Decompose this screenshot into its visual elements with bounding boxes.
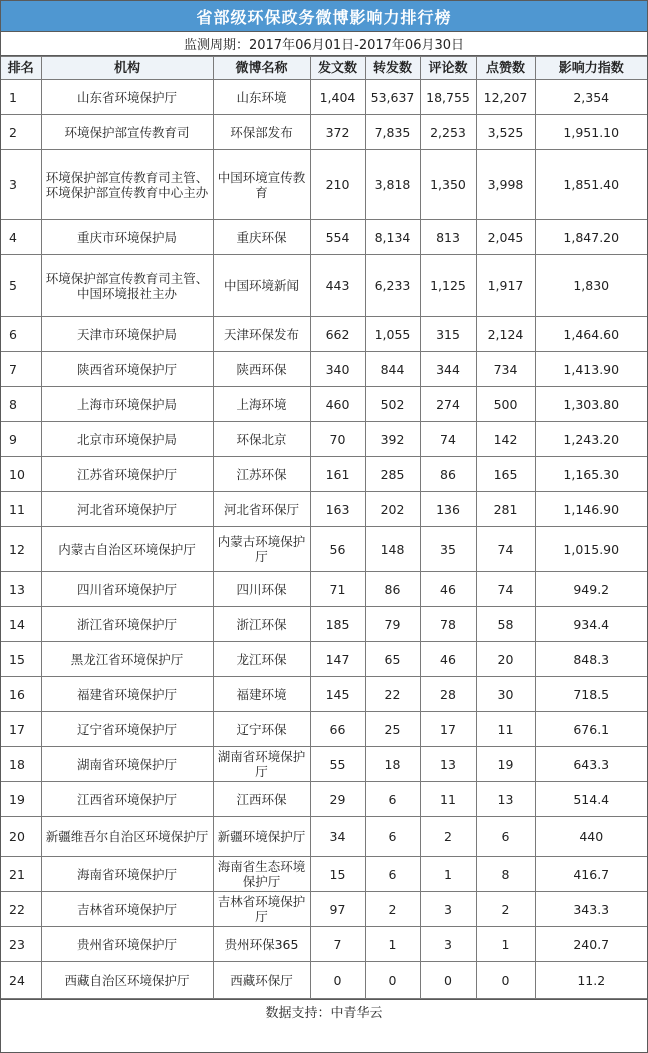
cell-posts: 15: [310, 857, 365, 892]
cell-index: 643.3: [535, 747, 647, 782]
cell-org: 四川省环境保护厅: [41, 572, 213, 607]
table-row: [1, 255, 647, 317]
cell-likes: 6: [476, 817, 535, 857]
cell-likes: 3,998: [476, 150, 535, 220]
cell-weibo: 江西环保: [213, 782, 310, 817]
table-row: [1, 642, 647, 677]
cell-org: 天津市环境保护局: [41, 317, 213, 352]
cell-org: 陕西省环境保护厅: [41, 352, 213, 387]
cell-posts: 145: [310, 677, 365, 712]
cell-likes: 13: [476, 782, 535, 817]
data-source: 数据支持：中青华云: [1, 999, 647, 1022]
cell-comments: 2: [420, 817, 476, 857]
cell-org: 北京市环境保护局: [41, 422, 213, 457]
cell-likes: 165: [476, 457, 535, 492]
cell-posts: 210: [310, 150, 365, 220]
cell-reposts: 148: [365, 527, 420, 572]
cell-index: 1,851.40: [535, 150, 647, 220]
cell-comments: 136: [420, 492, 476, 527]
cell-index: 676.1: [535, 712, 647, 747]
cell-index: 1,951.10: [535, 115, 647, 150]
table-row: [1, 220, 647, 255]
cell-index: 2,354: [535, 80, 647, 115]
cell-org: 福建省环境保护厅: [41, 677, 213, 712]
cell-likes: 2,124: [476, 317, 535, 352]
cell-posts: 71: [310, 572, 365, 607]
cell-weibo: 重庆环保: [213, 220, 310, 255]
cell-rank: 14: [1, 607, 41, 642]
cell-weibo: 陕西环保: [213, 352, 310, 387]
header-org: 机构: [41, 57, 213, 80]
cell-index: 514.4: [535, 782, 647, 817]
table-row: [1, 317, 647, 352]
cell-weibo: 内蒙古环境保护厅: [213, 527, 310, 572]
cell-weibo: 浙江环保: [213, 607, 310, 642]
cell-posts: 0: [310, 962, 365, 999]
cell-comments: 17: [420, 712, 476, 747]
cell-likes: 12,207: [476, 80, 535, 115]
cell-weibo: 西藏环保厅: [213, 962, 310, 999]
table-row: [1, 457, 647, 492]
cell-reposts: 1: [365, 927, 420, 962]
cell-org: 新疆维吾尔自治区环境保护厅: [41, 817, 213, 857]
cell-likes: 734: [476, 352, 535, 387]
header-reposts: 转发数: [365, 57, 420, 80]
cell-reposts: 0: [365, 962, 420, 999]
cell-weibo: 天津环保发布: [213, 317, 310, 352]
cell-likes: 3,525: [476, 115, 535, 150]
cell-org: 海南省环境保护厅: [41, 857, 213, 892]
cell-index: 1,464.60: [535, 317, 647, 352]
cell-comments: 18,755: [420, 80, 476, 115]
cell-comments: 813: [420, 220, 476, 255]
header-posts: 发文数: [310, 57, 365, 80]
table-row: [1, 527, 647, 572]
cell-reposts: 53,637: [365, 80, 420, 115]
cell-rank: 10: [1, 457, 41, 492]
cell-weibo: 海南省生态环境保护厅: [213, 857, 310, 892]
cell-weibo: 中国环境新闻: [213, 255, 310, 317]
cell-comments: 11: [420, 782, 476, 817]
cell-index: 343.3: [535, 892, 647, 927]
table-row: [1, 492, 647, 527]
cell-index: 1,146.90: [535, 492, 647, 527]
cell-reposts: 285: [365, 457, 420, 492]
cell-likes: 20: [476, 642, 535, 677]
cell-rank: 6: [1, 317, 41, 352]
table-row: [1, 782, 647, 817]
cell-weibo: 河北省环保厅: [213, 492, 310, 527]
table-row: [1, 352, 647, 387]
cell-weibo: 上海环境: [213, 387, 310, 422]
cell-likes: 11: [476, 712, 535, 747]
header-weibo: 微博名称: [213, 57, 310, 80]
page-title: 省部级环保政务微博影响力排行榜: [1, 1, 647, 32]
table-row: [1, 927, 647, 962]
cell-index: 1,243.20: [535, 422, 647, 457]
cell-rank: 19: [1, 782, 41, 817]
cell-comments: 74: [420, 422, 476, 457]
cell-rank: 3: [1, 150, 41, 220]
cell-reposts: 6,233: [365, 255, 420, 317]
cell-posts: 1,404: [310, 80, 365, 115]
cell-reposts: 18: [365, 747, 420, 782]
cell-likes: 1: [476, 927, 535, 962]
cell-weibo: 贵州环保365: [213, 927, 310, 962]
header-rank: 排名: [1, 57, 41, 80]
cell-comments: 3: [420, 892, 476, 927]
cell-rank: 7: [1, 352, 41, 387]
cell-index: 1,303.80: [535, 387, 647, 422]
cell-index: 718.5: [535, 677, 647, 712]
cell-comments: 28: [420, 677, 476, 712]
cell-posts: 147: [310, 642, 365, 677]
table-row: [1, 712, 647, 747]
table-row: [1, 387, 647, 422]
cell-index: 416.7: [535, 857, 647, 892]
cell-rank: 17: [1, 712, 41, 747]
cell-posts: 97: [310, 892, 365, 927]
cell-reposts: 3,818: [365, 150, 420, 220]
cell-comments: 46: [420, 572, 476, 607]
cell-weibo: 龙江环保: [213, 642, 310, 677]
cell-posts: 554: [310, 220, 365, 255]
cell-posts: 56: [310, 527, 365, 572]
cell-org: 河北省环境保护厅: [41, 492, 213, 527]
cell-likes: 19: [476, 747, 535, 782]
cell-org: 内蒙古自治区环境保护厅: [41, 527, 213, 572]
cell-posts: 460: [310, 387, 365, 422]
cell-reposts: 7,835: [365, 115, 420, 150]
cell-likes: 30: [476, 677, 535, 712]
cell-reposts: 1,055: [365, 317, 420, 352]
cell-rank: 8: [1, 387, 41, 422]
cell-index: 240.7: [535, 927, 647, 962]
cell-reposts: 392: [365, 422, 420, 457]
cell-posts: 163: [310, 492, 365, 527]
cell-rank: 15: [1, 642, 41, 677]
cell-weibo: 四川环保: [213, 572, 310, 607]
cell-org: 江西省环境保护厅: [41, 782, 213, 817]
cell-rank: 13: [1, 572, 41, 607]
cell-index: 1,830: [535, 255, 647, 317]
cell-weibo: 环保部发布: [213, 115, 310, 150]
header-likes: 点赞数: [476, 57, 535, 80]
table-row: [1, 150, 647, 220]
cell-comments: 2,253: [420, 115, 476, 150]
cell-comments: 0: [420, 962, 476, 999]
cell-comments: 13: [420, 747, 476, 782]
cell-comments: 78: [420, 607, 476, 642]
cell-likes: 281: [476, 492, 535, 527]
cell-index: 934.4: [535, 607, 647, 642]
cell-posts: 55: [310, 747, 365, 782]
cell-index: 1,015.90: [535, 527, 647, 572]
cell-org: 黑龙江省环境保护厅: [41, 642, 213, 677]
cell-likes: 2: [476, 892, 535, 927]
cell-comments: 1,125: [420, 255, 476, 317]
cell-rank: 1: [1, 80, 41, 115]
cell-org: 吉林省环境保护厅: [41, 892, 213, 927]
cell-posts: 7: [310, 927, 365, 962]
cell-comments: 344: [420, 352, 476, 387]
cell-comments: 46: [420, 642, 476, 677]
cell-reposts: 6: [365, 782, 420, 817]
cell-posts: 372: [310, 115, 365, 150]
header-index: 影响力指数: [535, 57, 647, 80]
cell-posts: 66: [310, 712, 365, 747]
cell-comments: 1: [420, 857, 476, 892]
cell-rank: 9: [1, 422, 41, 457]
cell-weibo: 福建环境: [213, 677, 310, 712]
cell-org: 环境保护部宣传教育司主管、中国环境报社主办: [41, 255, 213, 317]
cell-rank: 5: [1, 255, 41, 317]
cell-weibo: 山东环境: [213, 80, 310, 115]
cell-reposts: 2: [365, 892, 420, 927]
cell-reposts: 8,134: [365, 220, 420, 255]
cell-org: 山东省环境保护厅: [41, 80, 213, 115]
cell-reposts: 6: [365, 857, 420, 892]
table-row: [1, 747, 647, 782]
ranking-table: [1, 56, 647, 999]
cell-weibo: 吉林省环境保护厅: [213, 892, 310, 927]
cell-posts: 34: [310, 817, 365, 857]
table-row: [1, 892, 647, 927]
cell-index: 949.2: [535, 572, 647, 607]
cell-rank: 23: [1, 927, 41, 962]
cell-org: 西藏自治区环境保护厅: [41, 962, 213, 999]
cell-reposts: 79: [365, 607, 420, 642]
cell-weibo: 江苏环保: [213, 457, 310, 492]
cell-index: 1,413.90: [535, 352, 647, 387]
cell-posts: 185: [310, 607, 365, 642]
cell-index: 1,847.20: [535, 220, 647, 255]
cell-org: 浙江省环境保护厅: [41, 607, 213, 642]
cell-rank: 11: [1, 492, 41, 527]
table-row: [1, 422, 647, 457]
cell-posts: 443: [310, 255, 365, 317]
cell-likes: 1,917: [476, 255, 535, 317]
cell-reposts: 202: [365, 492, 420, 527]
cell-org: 湖南省环境保护厅: [41, 747, 213, 782]
cell-reposts: 86: [365, 572, 420, 607]
cell-org: 江苏省环境保护厅: [41, 457, 213, 492]
cell-likes: 74: [476, 527, 535, 572]
cell-index: 440: [535, 817, 647, 857]
cell-comments: 315: [420, 317, 476, 352]
table-row: [1, 962, 647, 999]
cell-weibo: 辽宁环保: [213, 712, 310, 747]
cell-index: 1,165.30: [535, 457, 647, 492]
cell-likes: 0: [476, 962, 535, 999]
cell-index: 11.2: [535, 962, 647, 999]
table-row: [1, 817, 647, 857]
cell-comments: 3: [420, 927, 476, 962]
cell-rank: 2: [1, 115, 41, 150]
cell-index: 848.3: [535, 642, 647, 677]
cell-likes: 8: [476, 857, 535, 892]
table-row: [1, 857, 647, 892]
cell-posts: 70: [310, 422, 365, 457]
cell-rank: 21: [1, 857, 41, 892]
cell-reposts: 6: [365, 817, 420, 857]
table-row: [1, 607, 647, 642]
header-row: [1, 57, 647, 80]
cell-rank: 20: [1, 817, 41, 857]
cell-rank: 16: [1, 677, 41, 712]
cell-comments: 86: [420, 457, 476, 492]
cell-likes: 142: [476, 422, 535, 457]
cell-likes: 2,045: [476, 220, 535, 255]
table-row: [1, 677, 647, 712]
cell-org: 环境保护部宣传教育司: [41, 115, 213, 150]
cell-reposts: 502: [365, 387, 420, 422]
cell-likes: 500: [476, 387, 535, 422]
cell-org: 环境保护部宣传教育司主管、环境保护部宣传教育中心主办: [41, 150, 213, 220]
table-body: [1, 80, 647, 999]
cell-comments: 274: [420, 387, 476, 422]
cell-rank: 18: [1, 747, 41, 782]
cell-weibo: 湖南省环境保护厅: [213, 747, 310, 782]
header-comments: 评论数: [420, 57, 476, 80]
cell-weibo: 环保北京: [213, 422, 310, 457]
cell-weibo: 新疆环境保护厅: [213, 817, 310, 857]
cell-posts: 161: [310, 457, 365, 492]
table-row: [1, 115, 647, 150]
cell-org: 重庆市环境保护局: [41, 220, 213, 255]
table-row: [1, 572, 647, 607]
cell-weibo: 中国环境宣传教育: [213, 150, 310, 220]
table-row: [1, 80, 647, 115]
cell-org: 辽宁省环境保护厅: [41, 712, 213, 747]
cell-reposts: 22: [365, 677, 420, 712]
cell-comments: 35: [420, 527, 476, 572]
cell-org: 上海市环境保护局: [41, 387, 213, 422]
cell-rank: 4: [1, 220, 41, 255]
cell-posts: 662: [310, 317, 365, 352]
cell-rank: 22: [1, 892, 41, 927]
cell-rank: 12: [1, 527, 41, 572]
cell-rank: 24: [1, 962, 41, 999]
cell-likes: 74: [476, 572, 535, 607]
cell-comments: 1,350: [420, 150, 476, 220]
cell-reposts: 65: [365, 642, 420, 677]
cell-reposts: 844: [365, 352, 420, 387]
cell-likes: 58: [476, 607, 535, 642]
cell-posts: 340: [310, 352, 365, 387]
cell-posts: 29: [310, 782, 365, 817]
cell-reposts: 25: [365, 712, 420, 747]
cell-org: 贵州省环境保护厅: [41, 927, 213, 962]
monitoring-period: 监测周期：2017年06月01日-2017年06月30日: [1, 32, 647, 56]
